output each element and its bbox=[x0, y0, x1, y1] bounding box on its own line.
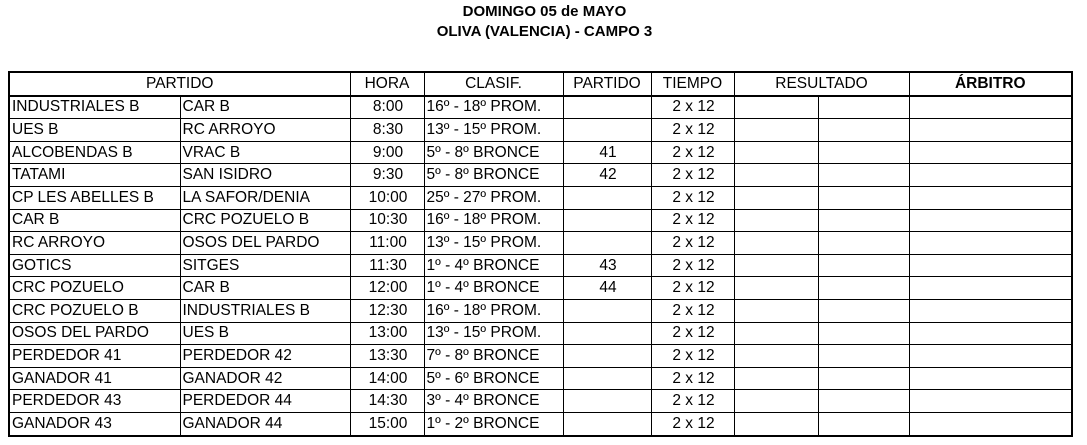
tiempo-cell: 2 x 12 bbox=[651, 164, 734, 187]
team2-cell: SITGES bbox=[180, 254, 350, 277]
tiempo-cell: 2 x 12 bbox=[651, 412, 734, 435]
partido-cell bbox=[563, 390, 651, 413]
hora-cell: 12:30 bbox=[350, 299, 424, 322]
partido-cell: 43 bbox=[563, 254, 651, 277]
partido-cell: 44 bbox=[563, 277, 651, 300]
resultado-home-cell bbox=[734, 209, 818, 232]
tiempo-cell: 2 x 12 bbox=[651, 367, 734, 390]
team1-cell: OSOS DEL PARDO bbox=[9, 322, 180, 345]
clasif-cell: 13º - 15º PROM. bbox=[424, 322, 563, 345]
team1-cell: GOTICS bbox=[9, 254, 180, 277]
hora-cell: 11:00 bbox=[350, 232, 424, 255]
clasif-cell: 5º - 8º BRONCE bbox=[424, 164, 563, 187]
resultado-home-cell bbox=[734, 164, 818, 187]
col-header-hora: HORA bbox=[350, 72, 424, 96]
resultado-away-cell bbox=[818, 96, 909, 119]
team1-cell: CAR B bbox=[9, 209, 180, 232]
clasif-cell: 7º - 8º BRONCE bbox=[424, 345, 563, 368]
arbitro-cell bbox=[909, 164, 1072, 187]
hora-cell: 11:30 bbox=[350, 254, 424, 277]
team1-cell: CRC POZUELO bbox=[9, 277, 180, 300]
header-row bbox=[9, 72, 1072, 96]
col-header-tiempo: TIEMPO bbox=[651, 72, 734, 96]
partido-cell bbox=[563, 119, 651, 142]
col-header-clasif: CLASIF. bbox=[424, 72, 563, 96]
team2-cell: LA SAFOR/DENIA bbox=[180, 186, 350, 209]
arbitro-cell bbox=[909, 322, 1072, 345]
arbitro-cell bbox=[909, 186, 1072, 209]
hora-cell: 13:30 bbox=[350, 345, 424, 368]
team2-cell: PERDEDOR 44 bbox=[180, 390, 350, 413]
clasif-cell: 5º - 6º BRONCE bbox=[424, 367, 563, 390]
col-header-arbitro: ÁRBITRO bbox=[909, 72, 1072, 96]
tiempo-cell: 2 x 12 bbox=[651, 141, 734, 164]
team1-cell: PERDEDOR 41 bbox=[9, 345, 180, 368]
team2-cell: SAN ISIDRO bbox=[180, 164, 350, 187]
clasif-cell: 25º - 27º PROM. bbox=[424, 186, 563, 209]
team1-cell: CP LES ABELLES B bbox=[9, 186, 180, 209]
clasif-cell: 1º - 4º BRONCE bbox=[424, 254, 563, 277]
date-title: DOMINGO 05 de MAYO bbox=[462, 3, 627, 20]
hora-cell: 14:30 bbox=[350, 390, 424, 413]
arbitro-cell bbox=[909, 119, 1072, 142]
resultado-home-cell bbox=[734, 96, 818, 119]
partido-cell bbox=[563, 209, 651, 232]
team2-cell: PERDEDOR 42 bbox=[180, 345, 350, 368]
table-row bbox=[9, 367, 1072, 390]
resultado-home-cell bbox=[734, 254, 818, 277]
team2-cell: OSOS DEL PARDO bbox=[180, 232, 350, 255]
tiempo-cell: 2 x 12 bbox=[651, 345, 734, 368]
resultado-home-cell bbox=[734, 119, 818, 142]
partido-cell bbox=[563, 322, 651, 345]
arbitro-cell bbox=[909, 96, 1072, 119]
resultado-away-cell bbox=[818, 209, 909, 232]
clasif-cell: 16º - 18º PROM. bbox=[424, 299, 563, 322]
resultado-home-cell bbox=[734, 345, 818, 368]
clasif-cell: 1º - 2º BRONCE bbox=[424, 412, 563, 435]
team1-cell: INDUSTRIALES B bbox=[9, 96, 180, 119]
table-row bbox=[9, 119, 1072, 142]
team1-cell: TATAMI bbox=[9, 164, 180, 187]
hora-cell: 9:30 bbox=[350, 164, 424, 187]
arbitro-cell bbox=[909, 299, 1072, 322]
team2-cell: GANADOR 42 bbox=[180, 367, 350, 390]
resultado-home-cell bbox=[734, 277, 818, 300]
resultado-home-cell bbox=[734, 367, 818, 390]
tiempo-cell: 2 x 12 bbox=[651, 390, 734, 413]
team1-cell: PERDEDOR 43 bbox=[9, 390, 180, 413]
col-header-partido: PARTIDO bbox=[9, 72, 350, 96]
tiempo-cell: 2 x 12 bbox=[651, 209, 734, 232]
col-header-partido-num: PARTIDO bbox=[563, 72, 651, 96]
table-row bbox=[9, 254, 1072, 277]
resultado-home-cell bbox=[734, 390, 818, 413]
resultado-away-cell bbox=[818, 299, 909, 322]
schedule-table bbox=[8, 71, 1073, 437]
hora-cell: 15:00 bbox=[350, 412, 424, 435]
partido-cell bbox=[563, 367, 651, 390]
clasif-cell: 1º - 4º BRONCE bbox=[424, 277, 563, 300]
resultado-away-cell bbox=[818, 322, 909, 345]
team2-cell: CRC POZUELO B bbox=[180, 209, 350, 232]
resultado-home-cell bbox=[734, 299, 818, 322]
hora-cell: 10:00 bbox=[350, 186, 424, 209]
hora-cell: 14:00 bbox=[350, 367, 424, 390]
tiempo-cell: 2 x 12 bbox=[651, 119, 734, 142]
team1-cell: UES B bbox=[9, 119, 180, 142]
arbitro-cell bbox=[909, 390, 1072, 413]
arbitro-cell bbox=[909, 412, 1072, 435]
resultado-away-cell bbox=[818, 164, 909, 187]
arbitro-cell bbox=[909, 209, 1072, 232]
clasif-cell: 5º - 8º BRONCE bbox=[424, 141, 563, 164]
hora-cell: 12:00 bbox=[350, 277, 424, 300]
tiempo-cell: 2 x 12 bbox=[651, 299, 734, 322]
arbitro-cell bbox=[909, 367, 1072, 390]
team2-cell: GANADOR 44 bbox=[180, 412, 350, 435]
partido-cell bbox=[563, 96, 651, 119]
partido-cell bbox=[563, 232, 651, 255]
arbitro-cell bbox=[909, 141, 1072, 164]
resultado-away-cell bbox=[818, 277, 909, 300]
partido-cell bbox=[563, 186, 651, 209]
clasif-cell: 13º - 15º PROM. bbox=[424, 232, 563, 255]
resultado-away-cell bbox=[818, 345, 909, 368]
tiempo-cell: 2 x 12 bbox=[651, 254, 734, 277]
resultado-away-cell bbox=[818, 390, 909, 413]
partido-cell: 42 bbox=[563, 164, 651, 187]
table-row bbox=[9, 232, 1072, 255]
hora-cell: 8:30 bbox=[350, 119, 424, 142]
arbitro-cell bbox=[909, 277, 1072, 300]
team2-cell: INDUSTRIALES B bbox=[180, 299, 350, 322]
arbitro-cell bbox=[909, 232, 1072, 255]
team2-cell: CAR B bbox=[180, 96, 350, 119]
table-row bbox=[9, 345, 1072, 368]
team2-cell: RC ARROYO bbox=[180, 119, 350, 142]
team1-cell: GANADOR 41 bbox=[9, 367, 180, 390]
partido-cell bbox=[563, 299, 651, 322]
table-row bbox=[9, 299, 1072, 322]
team2-cell: CAR B bbox=[180, 277, 350, 300]
team2-cell: VRAC B bbox=[180, 141, 350, 164]
table-row bbox=[9, 186, 1072, 209]
team1-cell: GANADOR 43 bbox=[9, 412, 180, 435]
team1-cell: RC ARROYO bbox=[9, 232, 180, 255]
table-row bbox=[9, 141, 1072, 164]
hora-cell: 9:00 bbox=[350, 141, 424, 164]
table-row bbox=[9, 322, 1072, 345]
tiempo-cell: 2 x 12 bbox=[651, 232, 734, 255]
partido-cell bbox=[563, 412, 651, 435]
resultado-away-cell bbox=[818, 254, 909, 277]
arbitro-cell bbox=[909, 345, 1072, 368]
hora-cell: 10:30 bbox=[350, 209, 424, 232]
resultado-home-cell bbox=[734, 322, 818, 345]
team1-cell: ALCOBENDAS B bbox=[9, 141, 180, 164]
venue-title: OLIVA (VALENCIA) - CAMPO 3 bbox=[436, 23, 653, 40]
clasif-cell: 3º - 4º BRONCE bbox=[424, 390, 563, 413]
col-header-resultado: RESULTADO bbox=[734, 72, 909, 96]
team1-cell: CRC POZUELO B bbox=[9, 299, 180, 322]
tiempo-cell: 2 x 12 bbox=[651, 322, 734, 345]
arbitro-cell bbox=[909, 254, 1072, 277]
partido-cell: 41 bbox=[563, 141, 651, 164]
tiempo-cell: 2 x 12 bbox=[651, 277, 734, 300]
resultado-home-cell bbox=[734, 232, 818, 255]
table-row bbox=[9, 277, 1072, 300]
clasif-cell: 16º - 18º PROM. bbox=[424, 96, 563, 119]
resultado-home-cell bbox=[734, 141, 818, 164]
resultado-away-cell bbox=[818, 186, 909, 209]
clasif-cell: 13º - 15º PROM. bbox=[424, 119, 563, 142]
resultado-away-cell bbox=[818, 412, 909, 435]
resultado-away-cell bbox=[818, 141, 909, 164]
partido-cell bbox=[563, 345, 651, 368]
clasif-cell: 16º - 18º PROM. bbox=[424, 209, 563, 232]
resultado-away-cell bbox=[818, 119, 909, 142]
resultado-away-cell bbox=[818, 367, 909, 390]
table-row bbox=[9, 390, 1072, 413]
hora-cell: 13:00 bbox=[350, 322, 424, 345]
resultado-away-cell bbox=[818, 232, 909, 255]
table-row bbox=[9, 209, 1072, 232]
hora-cell: 8:00 bbox=[350, 96, 424, 119]
team2-cell: UES B bbox=[180, 322, 350, 345]
schedule-header bbox=[0, 2, 1087, 42]
tiempo-cell: 2 x 12 bbox=[651, 96, 734, 119]
resultado-home-cell bbox=[734, 412, 818, 435]
resultado-home-cell bbox=[734, 186, 818, 209]
table-row bbox=[9, 96, 1072, 119]
tiempo-cell: 2 x 12 bbox=[651, 186, 734, 209]
table-row bbox=[9, 412, 1072, 435]
table-row bbox=[9, 164, 1072, 187]
